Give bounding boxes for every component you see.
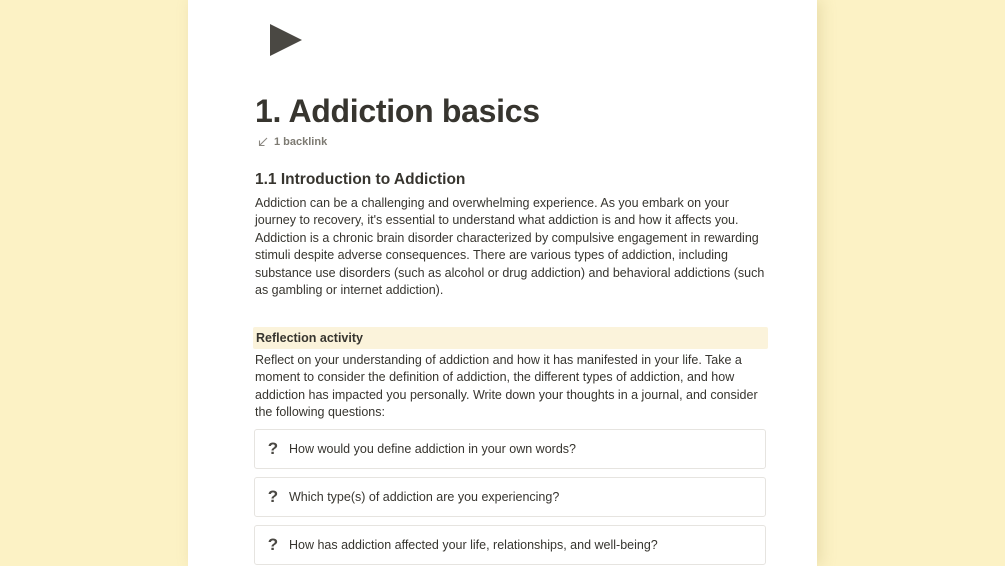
- section-heading[interactable]: 1.1 Introduction to Addiction: [255, 171, 466, 188]
- question-item[interactable]: [254, 477, 766, 517]
- backlink-button[interactable]: [258, 136, 327, 148]
- question-text: How would you define addiction in your own words?: [289, 442, 576, 456]
- play-icon[interactable]: [268, 22, 304, 58]
- question-icon: ?: [267, 487, 279, 506]
- reflection-label: Reflection activity: [256, 331, 363, 345]
- page-container: [188, 0, 817, 566]
- question-text: Which type(s) of addiction are you experiencing?: [289, 490, 560, 504]
- question-icon: ?: [267, 535, 279, 554]
- reflection-paragraph[interactable]: Reflect on your understanding of addiction and how it has manifested in your life. Take a moment to consider the definition of addiction, the different types of addiction, and how addiction has impacted you personally. Write down your thoughts in a journal, and consider the following questions:: [255, 353, 758, 420]
- intro-paragraph[interactable]: Addiction can be a challenging and overwhelming experience. As you embark on your journey to recovery, it's essential to understand what addiction is and how it affects you. Addiction is a chronic brain disorder characterized by compulsive engagement in rewarding stimuli despite adverse consequences. There are various types of addiction, including substance use disorders (such as alcohol or drug addiction) and behavioral addictions (such as gambling or internet addiction).: [255, 196, 765, 298]
- question-item[interactable]: [254, 525, 766, 565]
- arrow-down-left-icon: [258, 137, 268, 147]
- question-text: How has addiction affected your life, relationships, and well-being?: [289, 538, 658, 552]
- reflection-callout[interactable]: [253, 327, 768, 349]
- question-icon: ?: [267, 439, 279, 458]
- backlink-label: 1 backlink: [274, 136, 328, 148]
- page-title[interactable]: 1. Addiction basics: [255, 93, 540, 129]
- question-item[interactable]: [254, 429, 766, 469]
